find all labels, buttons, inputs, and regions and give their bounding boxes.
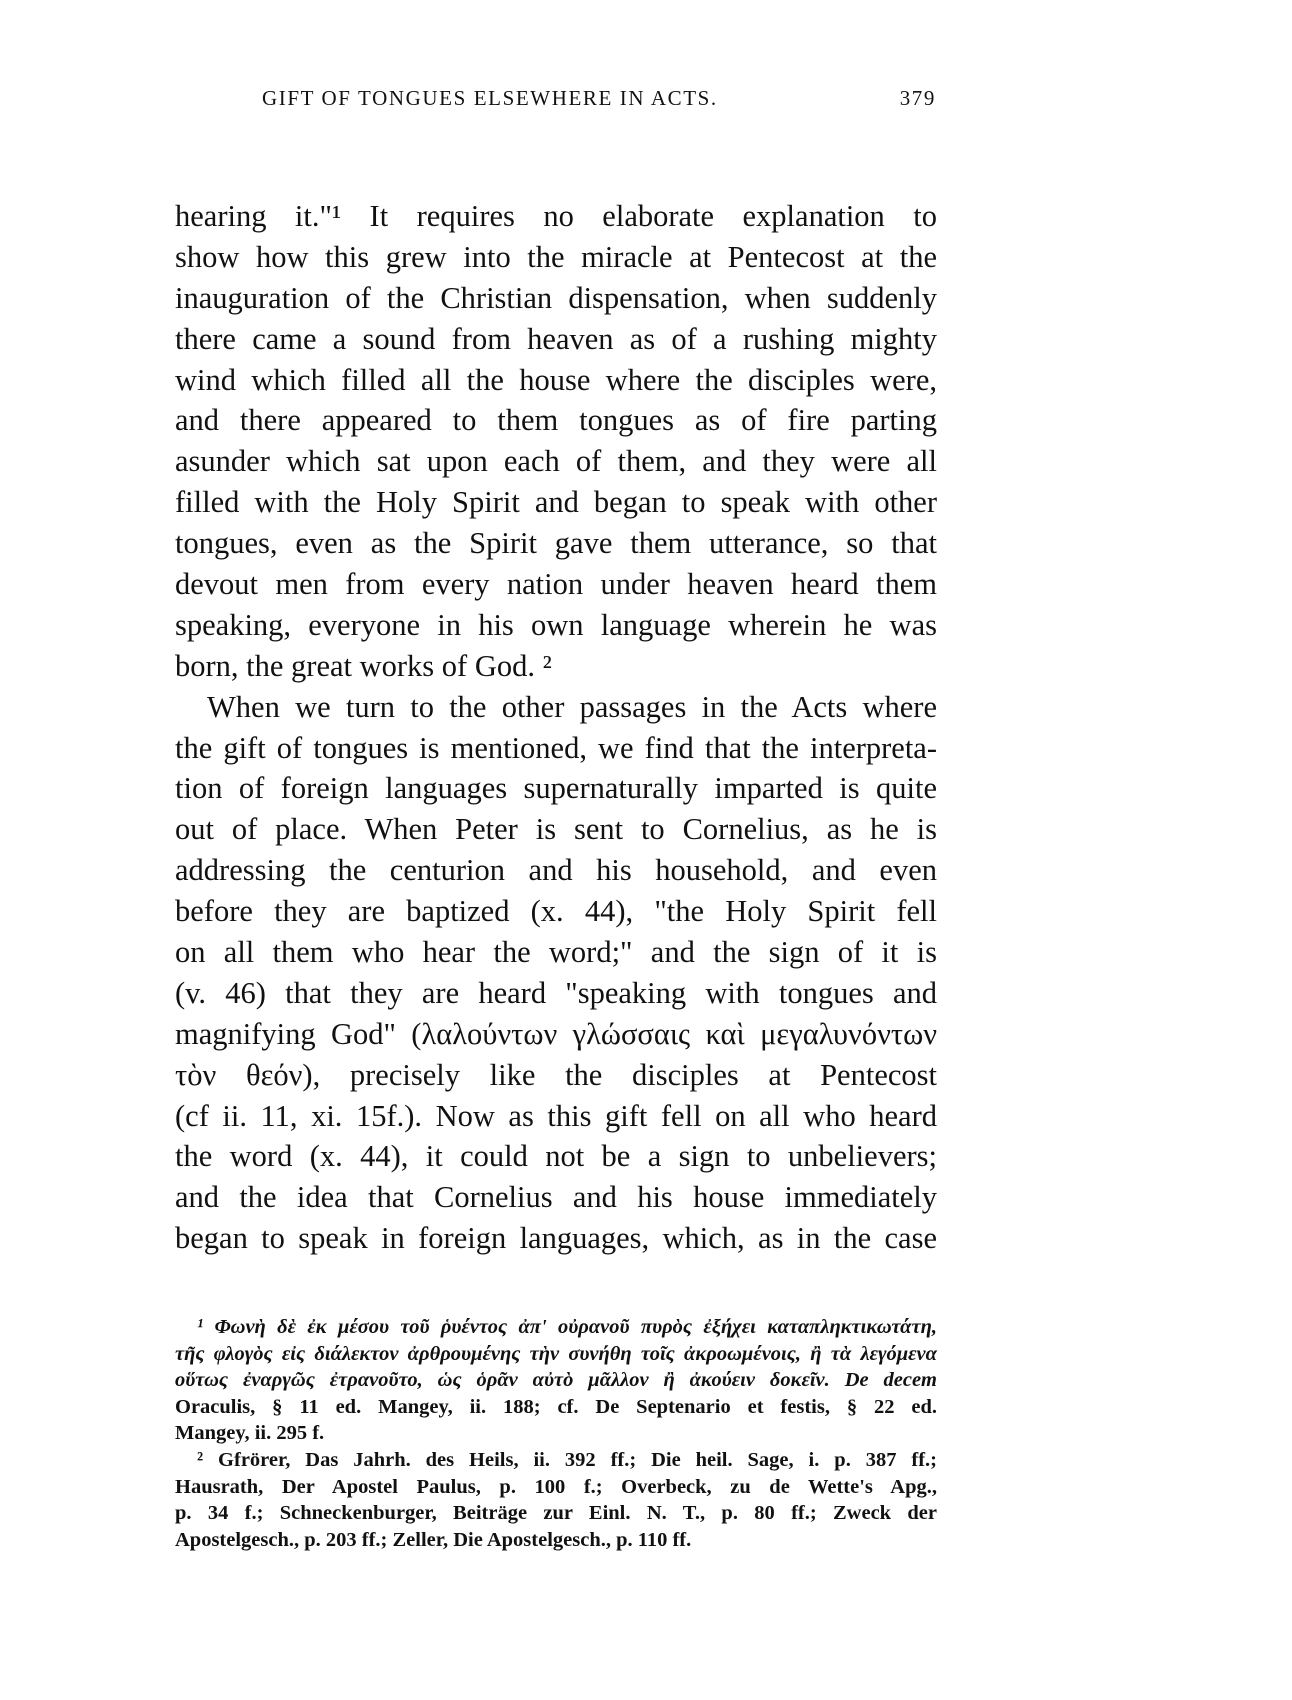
body-line: there came a sound from heaven as of a rushing mighty <box>175 321 937 356</box>
footnote-line: Hausrath, Der Apostel Paulus, p. 100 f.; Overbeck, zu de Wette's Apg., <box>175 1475 937 1498</box>
page-number: 379 <box>899 86 936 110</box>
body-line: addressing the centurion and his household, and even <box>175 853 937 888</box>
body-text <box>175 196 937 1259</box>
footnote-line: Apostelgesch., p. 203 ff.; Zeller, Die Apostelgesch., p. 110 ff. <box>175 1528 692 1551</box>
body-line: the word (x. 44), it could not be a sign to unbelievers; <box>175 1139 937 1174</box>
body-line: began to speak in foreign languages, which, as in the case <box>175 1221 937 1256</box>
footnotes <box>175 1314 937 1553</box>
running-title: GIFT OF TONGUES ELSEWHERE IN ACTS. <box>262 86 718 110</box>
body-line: When we turn to the other passages in the Acts where <box>207 689 937 724</box>
footnote-line: οὕτως ἐναργῶς ἐτρανοῦτο, ὡς ὁρᾶν αὐτὸ μᾶλλον ἢ ἀκούειν δοκεῖν. De decem <box>175 1369 937 1392</box>
body-line: on all them who hear the word;" and the sign of it is <box>175 935 937 970</box>
body-line: (v. 46) that they are heard "speaking with tongues and <box>175 975 937 1010</box>
body-line: devout men from every nation under heaven heard them <box>175 567 937 602</box>
body-line: (cf ii. 11, xi. 15f.). Now as this gift fell on all who heard <box>175 1098 937 1133</box>
body-line: tion of foreign languages supernaturally imparted is quite <box>175 771 937 806</box>
footnote-line: Mangey, ii. 295 f. <box>175 1422 325 1445</box>
body-line: inauguration of the Christian dispensation, when suddenly <box>175 280 937 315</box>
body-line: τὸν θεόν), precisely like the disciples at Pentecost <box>175 1057 937 1092</box>
body-line: magnifying God" (λαλούντων γλώσσαις καὶ μεγαλυνόντων <box>175 1016 937 1051</box>
footnote-line: p. 34 f.; Schneckenburger, Beiträge zur Einl. N. T., p. 80 ff.; Zweck der <box>175 1502 937 1525</box>
footnote-line: τῆς φλογὸς εἰς διάλεκτον ἀρθρουμένης τὴν συνήθη τοῖς ἀκροωμένοις, ἢ τὰ λεγόμενα <box>175 1342 937 1365</box>
body-line: and there appeared to them tongues as of fire parting <box>175 403 937 438</box>
footnote-line: ¹ Φωνὴ δὲ ἐκ μέσου τοῦ ῥυέντος ἀπ' οὐρανοῦ πυρὸς ἐξήχει καταπληκτικωτάτη, <box>197 1316 937 1338</box>
footnote-line: Oraculis, § 11 ed. Mangey, ii. 188; cf. De Septenario et festis, § 22 ed. <box>175 1395 937 1418</box>
body-line: show how this grew into the miracle at Pentecost at the <box>175 239 937 274</box>
body-line: hearing it."¹ It requires no elaborate explanation to <box>175 199 937 233</box>
body-line: asunder which sat upon each of them, and they were all <box>175 444 937 479</box>
body-line: and the idea that Cornelius and his house immediately <box>175 1180 937 1215</box>
body-line: speaking, everyone in his own language wherein he was <box>175 607 937 642</box>
body-line: out of place. When Peter is sent to Cornelius, as he is <box>175 812 937 847</box>
footnote-line: ² Gfrörer, Das Jahrh. des Heils, ii. 392 ff.; Die heil. Sage, i. p. 387 ff.; <box>197 1448 937 1471</box>
body-line: wind which filled all the house where the disciples were, <box>175 362 937 397</box>
body-line: filled with the Holy Spirit and began to speak with other <box>175 485 937 520</box>
running-header <box>262 86 936 111</box>
body-line: before they are baptized (x. 44), "the Holy Spirit fell <box>175 894 937 929</box>
body-line: born, the great works of God. ² <box>175 648 552 683</box>
body-line: the gift of tongues is mentioned, we find that the interpreta- <box>175 730 937 765</box>
body-line: tongues, even as the Spirit gave them utterance, so that <box>175 526 937 561</box>
